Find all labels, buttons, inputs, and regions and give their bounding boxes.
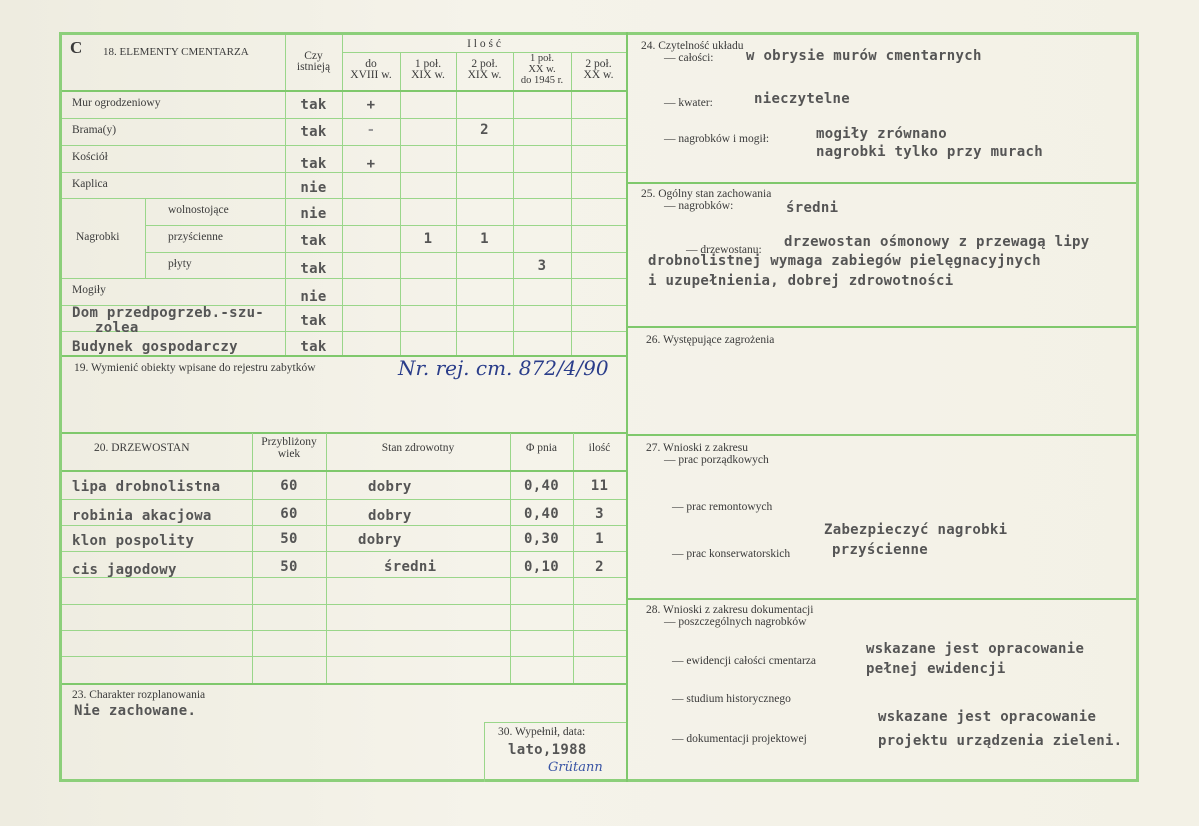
tree-name: cis jagodowy: [72, 562, 177, 578]
exists-value: nie: [300, 180, 327, 196]
col-exists-header: Czy: [304, 50, 323, 62]
section-27-label: 27. Wnioski z zakresu: [646, 442, 748, 454]
section-19-label: 19. Wymienić obiekty wpisane do rejestru zabytków: [74, 362, 316, 374]
registry-number: Nr. rej. cm. 872/4/90: [398, 356, 609, 380]
filled-date: lato,1988: [508, 742, 587, 758]
section-26-label: 26. Występujące zagrożenia: [646, 334, 775, 346]
section-24-label: 24. Czytelność układu: [641, 40, 744, 52]
row-label: Kaplica: [72, 178, 108, 190]
col-qty-header: I l o ś ć: [467, 38, 501, 50]
section-30-label: 30. Wypełnił, data:: [498, 726, 586, 738]
exists-value: tak: [300, 156, 327, 172]
exists-value: nie: [300, 289, 327, 305]
row-label: Mur ogrodzeniowy: [72, 97, 161, 109]
row-label: Brama(y): [72, 124, 117, 136]
exists-value: tak: [300, 233, 327, 249]
layout-character-value: Nie zachowane.: [74, 703, 197, 719]
center-divider: [626, 32, 628, 782]
nagrobki-group-label: Nagrobki: [76, 231, 120, 243]
section-20-title: 20. DRZEWOSTAN: [94, 442, 190, 454]
extra-row-2: Budynek gospodarczy: [72, 339, 238, 355]
row-label: przyścienne: [168, 231, 223, 243]
records-value-2: pełnej ewidencji: [866, 661, 1006, 677]
graves-value-1: mogiły zrównano: [816, 126, 947, 142]
graves-value-2: nagrobki tylko przy murach: [816, 144, 1043, 160]
section-25-label: 25. Ogólny stan zachowania: [641, 188, 772, 200]
conservation-value-2: przyścienne: [832, 542, 929, 558]
tree-name: lipa drobnolistna: [72, 479, 221, 495]
trees-condition-1: drzewostan ośmonowy z przewagą lipy: [784, 234, 1090, 250]
row-label: wolnostojące: [168, 204, 229, 216]
signature: Grütann: [548, 760, 603, 775]
project-value-1: wskazane jest opracowanie: [878, 709, 1097, 725]
layout-whole-value: w obrysie murów cmentarnych: [746, 48, 982, 64]
records-value-1: wskazane jest opracowanie: [866, 641, 1085, 657]
trees-condition-2: drobnolistnej wymaga zabiegów pielęgnacyjnych: [648, 253, 1041, 269]
trees-condition-3: i uzupełnienia, dobrej zdrowotności: [648, 273, 954, 289]
section-letter: C: [70, 38, 83, 57]
extra-row-1: Dom przedpogrzeb.-szu-: [72, 305, 265, 321]
exists-value: nie: [300, 206, 327, 222]
row-label: Kościół: [72, 151, 108, 163]
tombstones-condition-value: średni: [786, 200, 839, 216]
row-label: płyty: [168, 258, 192, 270]
tree-name: klon pospolity: [72, 533, 195, 549]
row-label: Mogiły: [72, 284, 106, 296]
tree-name: robinia akacjowa: [72, 508, 212, 524]
exists-value: tak: [300, 97, 327, 113]
conservation-value-1: Zabezpieczyć nagrobki: [824, 522, 1008, 538]
form-sheet: C 18. ELEMENTY CMENTARZA Czy istnieją I l o ś ć do XVIII w. 1 poł. XIX w. 2 poł. XIX w. 1 poł. XX w. do 1945 r. 2 poł. XX w. Mur ogrodzeniowy Brama(y) Kościół Kaplica wolnostojące przyścienne płyty Mogiły Nagrobki tak tak tak nie nie tak tak nie + - + 2 1 1 3 Dom przedpogrzeb.-szu- zolea tak Budynek gospodarczy tak 19. Wymienić obiekty wpisane do rejestru zabytków Nr. rej. cm. 872/4/90 20. DRZEWOSTAN Przybliżony wiek Stan zdrowotny Φ pnia ilość lipa drobnolistna 60 dobry 0,40 11 robinia akacjowa 60 dobry 0,40 3 klon pospolity 50 dobry 0,30 1 cis jagodowy 50 średni 0,10 2 23. Charakter rozplanowania Nie zachowane. 30. Wypełnił, data: lato,1988 Grütann 24. Czytelność układu — całości: w obrysie murów cmentarnych — kwater: nieczytelne — nagrobków i mogił: mogiły zrównano nagrobki tylko przy murach 25. Ogólny stan zachowania — nagrobków: średni — drzewostanu: drzewostan ośmonowy z przewagą lipy drobnolistnej wymaga zabiegów pielęgnacyjnych i uzupełnienia, dobrej zdrowotności 26. Występujące zagrożenia 27. Wnioski z zakresu — prac porządkowych — prac remontowych — prac konserwatorskich Zabezpieczyć nagrobki przyścienne 28. Wnioski z zakresu dokumentacji — poszczególnych nagrobków — ewidencji całości cmentarza wskazane jest opracowanie pełnej ewidencji — studium historycznego — dokumentacji projektowej wskazane jest opracowanie projektu urządzenia zieleni.: [0, 0, 1199, 826]
section-18-title: 18. ELEMENTY CMENTARZA: [103, 46, 249, 58]
layout-quarters-value: nieczytelne: [754, 91, 851, 107]
exists-value: tak: [300, 261, 327, 277]
exists-value: tak: [300, 124, 327, 140]
project-value-2: projektu urządzenia zieleni.: [878, 733, 1123, 749]
section-23-label: 23. Charakter rozplanowania: [72, 689, 206, 701]
section-28-label: 28. Wnioski z zakresu dokumentacji: [646, 604, 814, 616]
